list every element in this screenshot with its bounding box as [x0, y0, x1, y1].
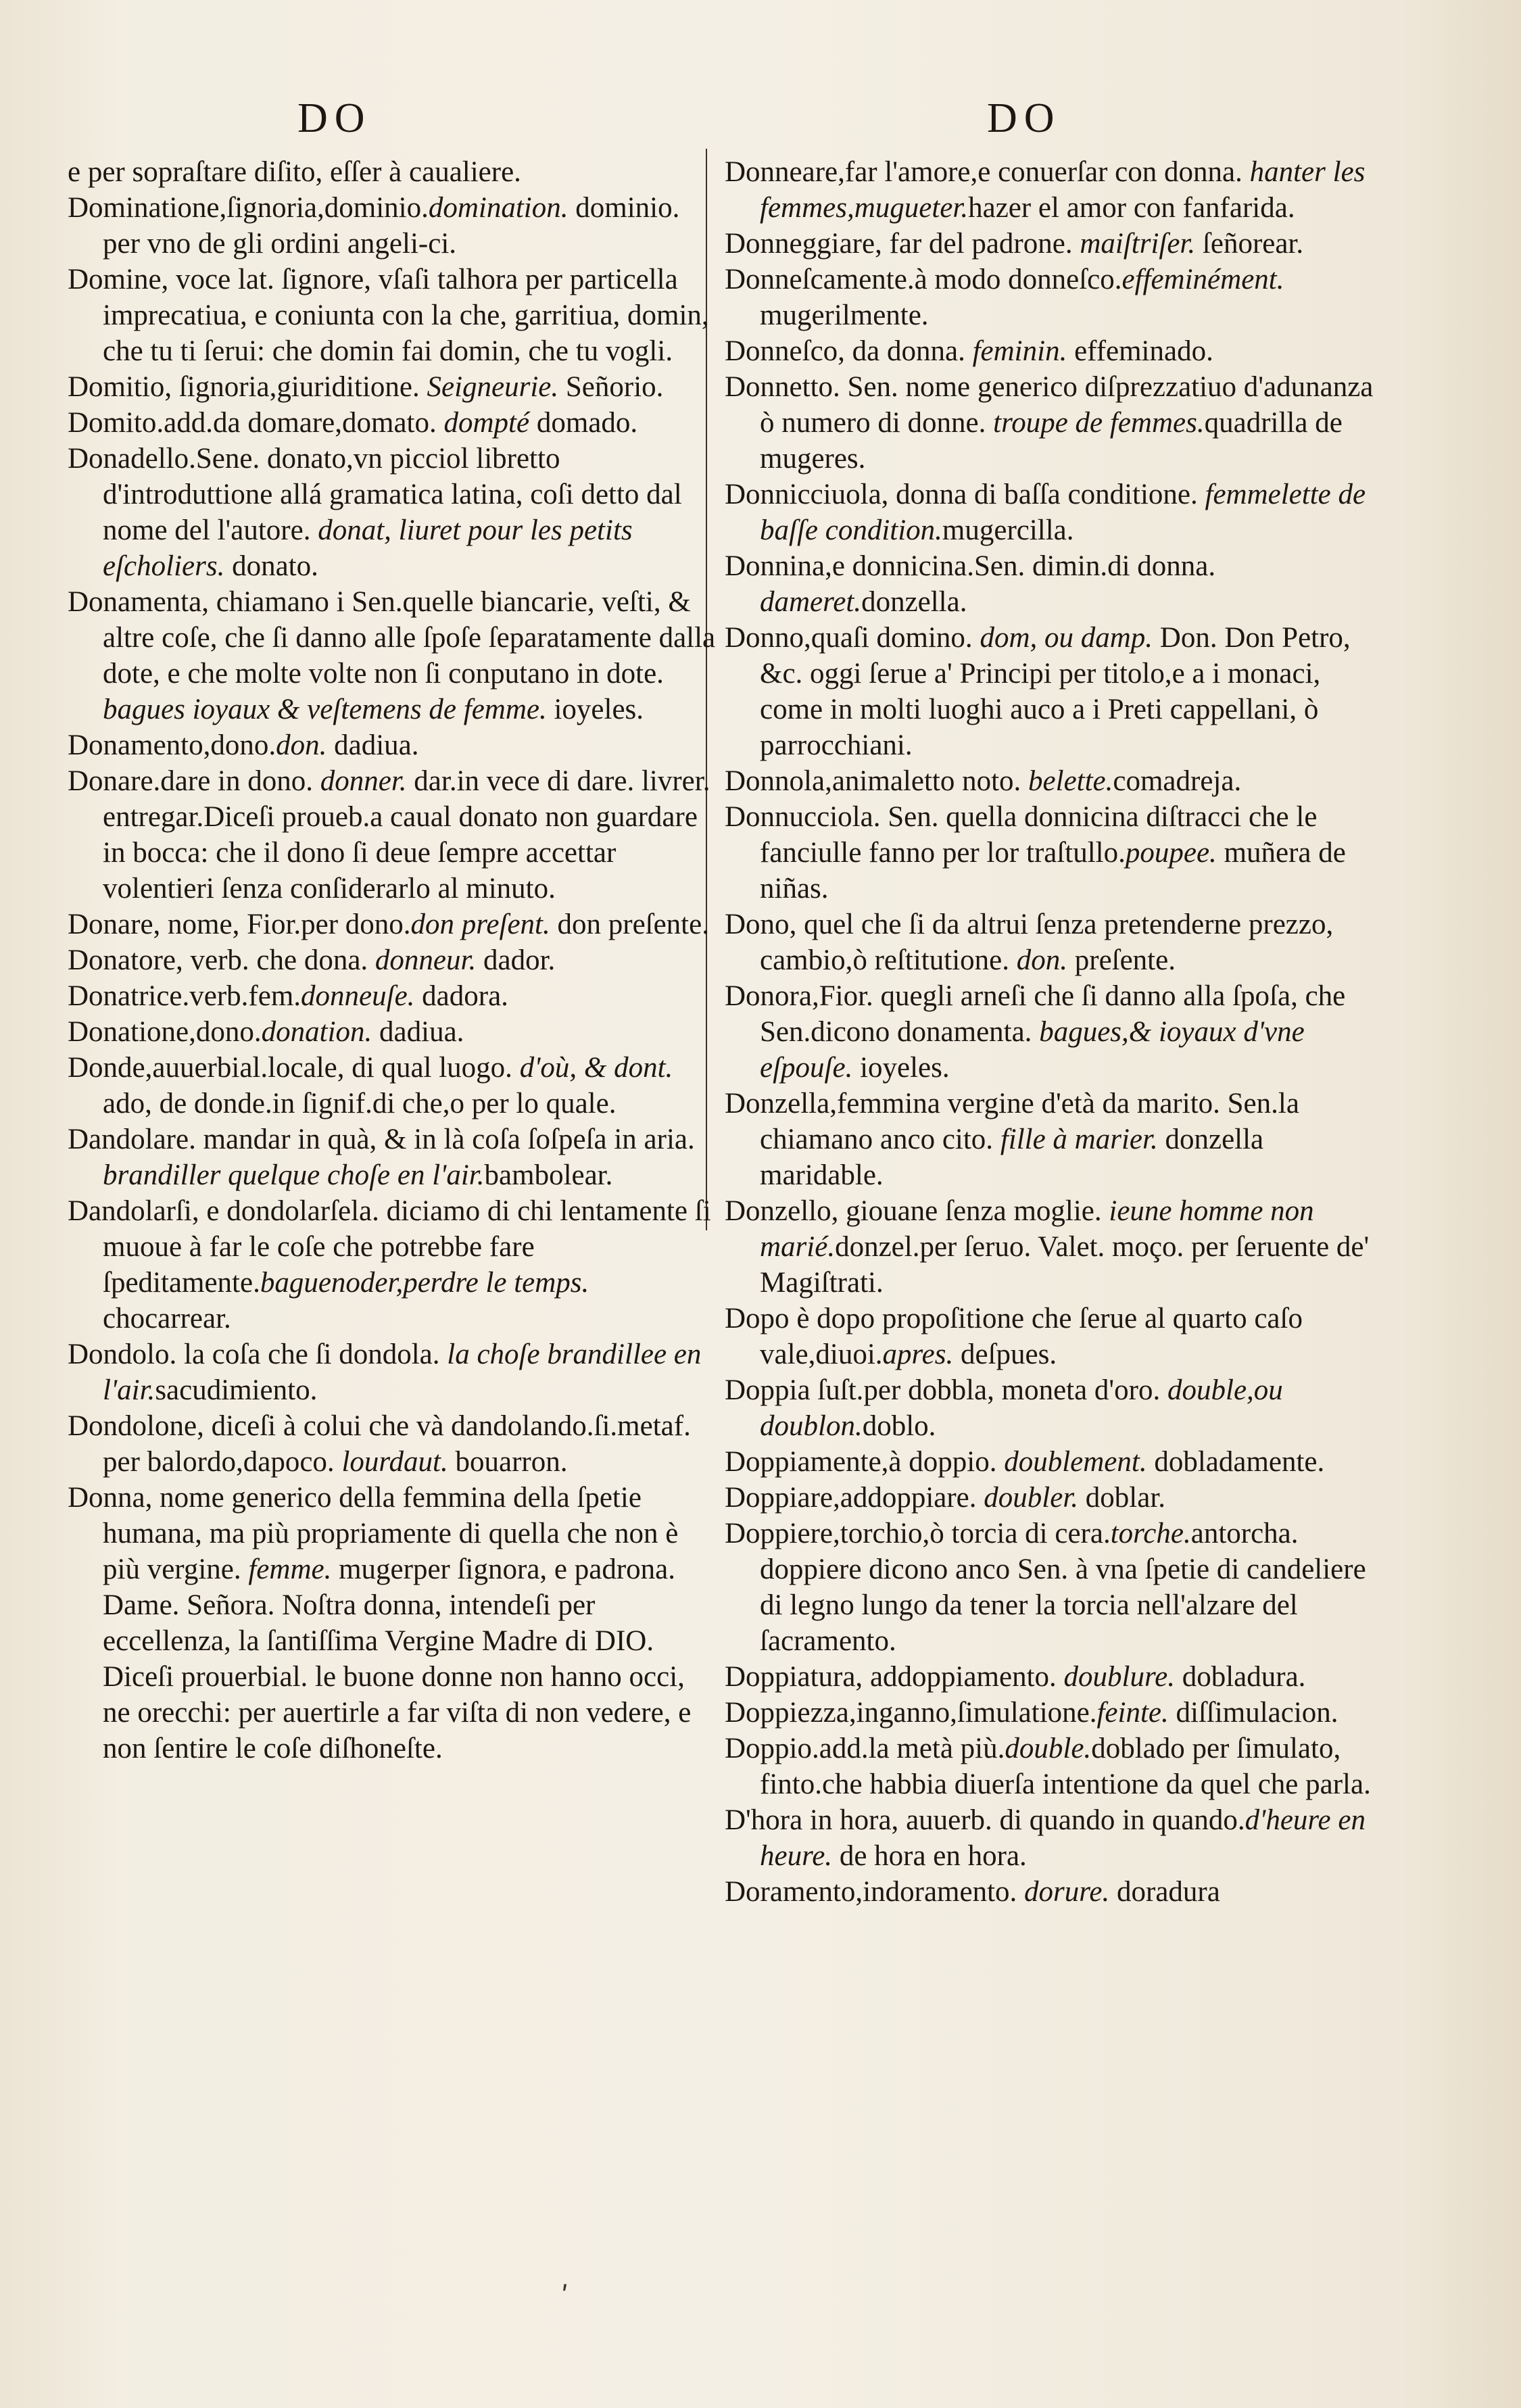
dictionary-entry	[68, 584, 717, 727]
entry-definition: indoramento.	[863, 1876, 1025, 1908]
entry-spanish: quadrilla de mugeres.	[760, 407, 1343, 475]
dictionary-entry	[725, 1874, 1374, 1910]
entry-french: feinte.	[1096, 1697, 1169, 1729]
entry-french: apres.	[882, 1339, 954, 1370]
entry-headword: Donatore	[68, 944, 176, 976]
dictionary-entry	[68, 1193, 717, 1337]
entry-definition: , verb. che dona.	[176, 944, 375, 976]
entry-spanish: de hora en hora.	[832, 1840, 1027, 1872]
entry-french: torche.	[1110, 1518, 1191, 1549]
entry-definition: è dopo propoſitione che ſerue al quarto caſo vale,diuoi.	[760, 1303, 1303, 1370]
dictionary-entry	[725, 1193, 1374, 1301]
entry-headword: Doppiare,	[725, 1482, 840, 1514]
entry-french: doubler.	[984, 1482, 1079, 1514]
entry-headword: Domito.	[68, 407, 164, 439]
dictionary-entry	[68, 262, 717, 369]
entry-french: dom, ou damp.	[980, 622, 1153, 654]
running-header-right: DO	[987, 95, 1061, 141]
left-column	[68, 154, 717, 1766]
dictionary-entry	[68, 907, 717, 942]
entry-french: bagues ioyaux & veſtemens de femme.	[103, 694, 547, 725]
entry-french: lourdaut.	[341, 1446, 448, 1478]
entry-headword: Donora,	[725, 980, 819, 1012]
entry-definition: e donnicina.Sen. dimin.di donna.	[831, 550, 1216, 582]
entry-definition: Sene. donato,vn picciol libretto d'introduttione allá gramatica latina, coſi detto dal nome del l'autore.	[103, 443, 682, 546]
entry-spanish: donzella maridable.	[760, 1124, 1264, 1191]
entry-french: dameret.	[760, 586, 862, 618]
entry-headword: Donatrice.	[68, 980, 190, 1012]
running-header-left: DO	[297, 95, 372, 141]
entry-spanish: dador.	[476, 944, 556, 976]
entry-headword: Donneggiare,	[725, 228, 882, 260]
entry-spanish: dobladura.	[1174, 1661, 1306, 1693]
entry-definition: , e dondolarſela. diciamo di chi lentamente ſi muoue à far le coſe che potrebbe fare ſpeditamente.	[103, 1195, 711, 1299]
dictionary-entry	[725, 477, 1374, 548]
entry-spanish: ſeñorear.	[1195, 228, 1304, 260]
entry-definition: addoppiare.	[840, 1482, 984, 1514]
entry-spanish: doblo.	[862, 1410, 936, 1442]
entry-headword: Dono	[725, 909, 790, 940]
entry-definition: auuerb. di quando in quando.	[898, 1804, 1245, 1836]
entry-headword: Donnina,	[725, 550, 832, 582]
entry-spanish: dadiua.	[327, 729, 419, 761]
dictionary-entry	[725, 1372, 1374, 1444]
entry-headword: Donno,	[725, 622, 811, 654]
entry-headword: Dopo	[725, 1303, 790, 1334]
entry-headword: Donna,	[68, 1482, 153, 1514]
entry-definition: à modo donneſco.	[914, 264, 1122, 295]
entry-headword: Donatione,	[68, 1016, 196, 1048]
entry-french: doublure.	[1063, 1661, 1175, 1693]
entry-french: baguenoder,perdre le temps.	[260, 1267, 589, 1299]
entry-headword: Donnetto.	[725, 371, 840, 403]
entry-french: bagues,& ioyaux d'vne eſpouſe.	[760, 1016, 1305, 1084]
entry-headword: Dandolare.	[68, 1124, 196, 1155]
entry-definition: far l'amore,e conuerſar con donna.	[844, 156, 1250, 188]
entry-definition: quaſi domino.	[811, 622, 980, 654]
entry-headword: Donzello,	[725, 1195, 839, 1227]
entry-french: troupe de femmes.	[993, 407, 1205, 439]
dictionary-entry	[725, 620, 1374, 763]
entry-spanish: sacudimiento.	[155, 1374, 318, 1406]
entry-french: domination.	[428, 192, 569, 224]
dictionary-entry	[68, 190, 717, 262]
entry-french: don.	[1016, 944, 1067, 976]
entry-spanish: mugercilla.	[942, 514, 1074, 546]
entry-french: d'où, & dont.	[519, 1052, 673, 1084]
dictionary-entry	[725, 1301, 1374, 1372]
entry-headword: Doppiere,	[725, 1518, 840, 1549]
dictionary-entry	[68, 1408, 717, 1480]
dictionary-entry	[68, 1050, 717, 1122]
entry-definition: torchio,ò torcia di cera.	[840, 1518, 1111, 1549]
entry-definition: addoppiamento.	[863, 1661, 1064, 1693]
entry-french: maiſtriſer.	[1080, 228, 1196, 260]
entry-definition: inganno,ſimulatione.	[856, 1697, 1097, 1729]
entry-definition: auuerbial.locale, di qual luogo.	[152, 1052, 520, 1084]
dictionary-entry	[725, 1444, 1374, 1480]
entry-definition: animaletto noto.	[831, 765, 1029, 797]
dictionary-entry	[725, 763, 1374, 799]
entry-headword: Doppio.	[725, 1733, 819, 1764]
entry-spanish: diſſimulacion.	[1168, 1697, 1338, 1729]
entry-definition: ſignoria,dominio.	[226, 192, 429, 224]
entry-definition: , quel che ſi da altrui ſenza pretenderne prezzo, cambio,ò reſtitutione.	[760, 909, 1334, 976]
entry-spanish: domado.	[529, 407, 638, 439]
dictionary-entry	[725, 1802, 1374, 1874]
dictionary-entry	[68, 1014, 717, 1050]
entry-headword: Donare,	[68, 909, 161, 940]
entry-headword: Donnicciuola	[725, 479, 882, 510]
entry-headword: Donare.	[68, 765, 161, 797]
entry-spanish: donzella.	[861, 586, 967, 618]
entry-spanish: preſente.	[1067, 944, 1176, 976]
entry-definition: giouane ſenza moglie.	[838, 1195, 1109, 1227]
entry-french: donner.	[320, 765, 407, 797]
dictionary-entry	[68, 727, 717, 763]
entry-spanish: doradura	[1109, 1876, 1220, 1908]
entry-definition: , donna di baſſa conditione.	[881, 479, 1205, 510]
entry-french: d'heure en heure.	[760, 1804, 1366, 1872]
dictionary-entry	[725, 907, 1374, 978]
entry-french: doublement.	[1004, 1446, 1147, 1478]
entry-definition: diceſi à colui che và dandolando.ſi.metaf. per balordo,dapoco.	[103, 1410, 691, 1478]
entry-definition: ſignoria,giuriditione.	[172, 371, 427, 403]
entry-headword: Donamenta	[68, 586, 202, 618]
dictionary-entry	[68, 942, 717, 978]
entry-definition: e per sopraſtare diſito, eſſer à cauali	[68, 156, 479, 188]
entry-spanish: donzel.per ſeruo. Valet. moço. per ſeruente de' Magiſtrati.	[760, 1231, 1370, 1299]
entry-definition: Sen. quella donnicina diſtracci che le fanciulle fanno per lor traſtullo.	[760, 801, 1318, 869]
entry-spanish: Don. Don Petro, &c. oggi ſerue a' Principi per titolo,e a i monaci, come in molti luoghi auco a i Preti cappellani, ò parrocchiani.	[760, 622, 1351, 761]
dictionary-entry	[725, 333, 1374, 369]
entry-headword: Dandolarſi	[68, 1195, 192, 1227]
entry-french: double,ou doublon.	[760, 1374, 1283, 1442]
entry-definition: add.da domare,domato.	[164, 407, 444, 439]
entry-headword: Donneare,	[725, 156, 845, 188]
entry-definition: la coſa che ſi dondola.	[176, 1339, 448, 1370]
dictionary-entry	[68, 763, 717, 907]
entry-headword: Dominatione,	[68, 192, 227, 224]
entry-headword: Donneſco	[725, 335, 838, 367]
entry-spanish: hazer el amor con fanfarida.	[968, 192, 1295, 224]
entry-french: femme.	[248, 1554, 332, 1585]
page-speck: ʹ	[561, 2282, 569, 2313]
entry-headword: Donnola,	[725, 765, 832, 797]
entry-french: don.	[276, 729, 327, 761]
entry-headword: D'hora in hora,	[725, 1804, 899, 1836]
entry-definition: ſuſt.per dobbla, moneta d'oro.	[810, 1374, 1168, 1406]
entry-french: hanter les femmes,mugueter.	[760, 156, 1366, 224]
entry-headword: Doramento,	[725, 1876, 863, 1908]
entry-headword: Doppiamente,	[725, 1446, 889, 1478]
dictionary-entry	[725, 799, 1374, 907]
dictionary-entry	[68, 1337, 717, 1408]
entry-definition: Fior. quegli arneſi che ſi danno alla ſpoſa, che Sen.dicono donamenta.	[760, 980, 1346, 1048]
entry-headword: Donzella,	[725, 1088, 837, 1119]
entry-definition: dare in dono.	[160, 765, 320, 797]
dictionary-entry	[725, 154, 1374, 226]
entry-french: fille à marier.	[1000, 1124, 1158, 1155]
dictionary-entry	[725, 369, 1374, 477]
entry-definition: voce lat. ſignore, vſaſi talhora per particella imprecatiua, e coniunta con la che, garritiua, domin, che tu ti ſerui: che domin fai domin, che tu vogli.	[103, 264, 709, 367]
entry-french: dorure.	[1024, 1876, 1110, 1908]
entry-headword: Doppiatura,	[725, 1661, 863, 1693]
entry-definition: Sen. nome generico diſprezzatiuo d'adunanza ò numero di donne.	[760, 371, 1374, 439]
entry-definition: mandar in quà, & in là coſa ſoſpeſa in aria.	[195, 1124, 695, 1155]
entry-definition: dono.	[195, 1016, 262, 1048]
dictionary-entry	[725, 1731, 1374, 1802]
entry-french: femmelette de baſſe condition.	[760, 479, 1366, 546]
entry-spanish: ioyeles.	[546, 694, 644, 725]
entry-spanish: chocarrear.	[103, 1303, 231, 1334]
entry-spanish: dar.in vece di dare. livrer. entregar.Diceſi proueb.a caual donato non guardare in bocca: che il dono ſi deue ſempre accettar volentieri ſenza conſiderarlo al minuto.	[103, 765, 710, 905]
dictionary-entry	[725, 1086, 1374, 1193]
dictionary-entry	[68, 369, 717, 405]
entry-headword: Donneſcamente.	[725, 264, 915, 295]
entry-spanish: effeminado.	[1067, 335, 1213, 367]
entry-definition: , chiamano i Sen.quelle biancarie, veſti, & altre coſe, che ſi danno alle ſpoſe ſeparatamente dalla dote, e che molte volte non ſi conputano in dote.	[103, 586, 716, 690]
entry-definition: à doppio.	[888, 1446, 1005, 1478]
entry-spanish: don preſente.	[550, 909, 709, 940]
entry-french: la choſe brandillee en l'air.	[103, 1339, 702, 1406]
dictionary-entry	[725, 1480, 1374, 1516]
entry-headword: Domine,	[68, 264, 169, 295]
dictionary-entry	[725, 262, 1374, 333]
entry-spanish: Señorio.	[558, 371, 664, 403]
entry-spanish: donato.	[224, 550, 318, 582]
dictionary-entry	[68, 405, 717, 441]
entry-definition: verb.fem.	[189, 980, 301, 1012]
dictionary-entry	[68, 1480, 717, 1766]
entry-spanish: doblar.	[1078, 1482, 1166, 1514]
entry-french: brandiller quelque choſe en l'air.	[103, 1159, 485, 1191]
entry-french: donat, liuret pour les petits eſcholiers.	[103, 514, 633, 582]
entry-definition: nome generico della femmina della ſpetie humana, ma più propriamente di quella che non è più vergine.	[103, 1482, 679, 1585]
entry-french: poupee.	[1125, 837, 1217, 869]
right-column	[725, 154, 1374, 1910]
entry-definition: femmina vergine d'età da marito. Sen.la chiamano anco cito.	[760, 1088, 1299, 1155]
dictionary-entry	[68, 154, 717, 190]
dictionary-entry	[725, 226, 1374, 262]
entry-headword: Domitio,	[68, 371, 172, 403]
entry-spanish: ado, de donde.in ſignif.di che,o per lo quale.	[103, 1088, 617, 1119]
entry-french: donation.	[261, 1016, 372, 1048]
entry-definition: nome, Fior.per dono.	[160, 909, 411, 940]
entry-french: donneuſe.	[301, 980, 415, 1012]
entry-headword: Donadello.	[68, 443, 196, 475]
entry-headword: Doppiezza,	[725, 1697, 856, 1729]
entry-definition: add.la metà più.	[819, 1733, 1005, 1764]
entry-definition: dono.	[210, 729, 276, 761]
entry-french: double.	[1005, 1733, 1092, 1764]
entry-spanish: mugerper ſignora, e padrona. Dame. Señora. Noſtra donna, intendeſi per eccellenza, la ſantiſſima Vergine Madre di DIO. Diceſi prouerbial. le buone donne non hanno occi, ne orecchi: per auertirle a far viſta di non vedere, e non ſentire le coſe diſhoneſte.	[103, 1554, 692, 1764]
dictionary-entry	[68, 1122, 717, 1193]
dictionary-entry	[725, 1695, 1374, 1731]
entry-spanish: dominio. per vno de gli ordini angeli-ci.	[103, 192, 680, 260]
entry-headword: Dondolo.	[68, 1339, 177, 1370]
entry-spanish: mugerilmente.	[760, 299, 929, 331]
entry-spanish: comadreja.	[1113, 765, 1242, 797]
dictionary-entry	[725, 978, 1374, 1086]
entry-headword: Donamento,	[68, 729, 211, 761]
dictionary-entry	[725, 1516, 1374, 1659]
dictionary-entry	[68, 441, 717, 584]
entry-spanish: ioyeles.	[852, 1052, 950, 1084]
entry-definition: far del padrone.	[882, 228, 1080, 260]
entry-french: belette.	[1028, 765, 1113, 797]
entry-headword: Donde,	[68, 1052, 153, 1084]
entry-spanish: dadora.	[414, 980, 508, 1012]
entry-spanish: bambolear.	[484, 1159, 613, 1191]
entry-headword: Doppia	[725, 1374, 811, 1406]
entry-french: dompté	[443, 407, 530, 439]
dictionary-entry	[68, 978, 717, 1014]
dictionary-entry	[725, 1659, 1374, 1695]
entry-spanish: bouarron.	[448, 1446, 568, 1478]
entry-french: Seigneurie.	[427, 371, 559, 403]
entry-spanish: dadiua.	[372, 1016, 464, 1048]
entry-headword: Donnucciola.	[725, 801, 881, 833]
entry-spanish: dobladamente.	[1146, 1446, 1325, 1478]
entry-french: don preſent.	[410, 909, 550, 940]
entry-spanish: ere.	[478, 156, 521, 188]
dictionary-entry	[725, 548, 1374, 620]
entry-french: ieune homme non marié.	[760, 1195, 1314, 1263]
entry-spanish: doblado per ſimulato, finto.che habbia diuerſa intentione da quel che parla.	[760, 1733, 1371, 1800]
entry-french: donneur.	[375, 944, 477, 976]
entry-spanish: antorcha. doppiere dicono anco Sen. à vna ſpetie di candeliere di legno lungo da tener la torcia nell'alzare del ſacramento.	[760, 1518, 1366, 1657]
entry-french: effeminément.	[1121, 264, 1284, 295]
entry-headword: Dondolone,	[68, 1410, 204, 1442]
entry-definition: , da donna.	[838, 335, 973, 367]
entry-spanish: deſpues.	[953, 1339, 1057, 1370]
entry-french: feminin.	[972, 335, 1067, 367]
entry-spanish: muñera de niñas.	[760, 837, 1346, 905]
